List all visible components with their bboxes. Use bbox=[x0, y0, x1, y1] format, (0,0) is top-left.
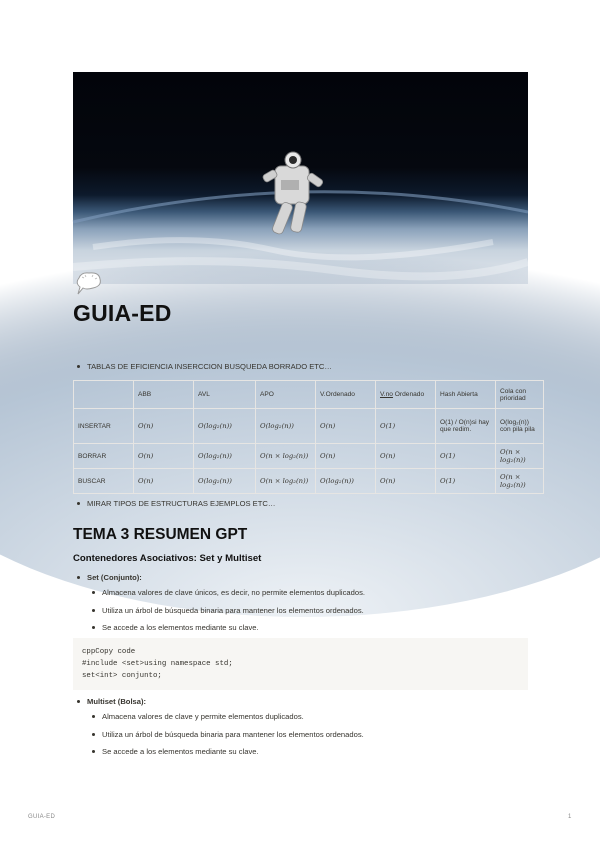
set-items bbox=[102, 584, 365, 637]
table-cell: O(log₂(n)) bbox=[194, 444, 256, 469]
list-item: Almacena valores de clave únicos, es decir, no permite elementos duplicados. bbox=[102, 584, 365, 602]
table-cell: O(n) bbox=[376, 469, 436, 494]
table-cell: O(n × log₂(n)) bbox=[496, 469, 544, 494]
table-header-row bbox=[74, 381, 544, 409]
multiset-title: Multiset (Bolsa): bbox=[87, 697, 147, 706]
subsection-heading: Contenedores Asociativos: Set y Multiset bbox=[73, 553, 262, 564]
astronaut-earth-image bbox=[73, 72, 528, 284]
table-cell: O(log₂(n)) bbox=[256, 409, 316, 444]
table-cell: O(n) bbox=[376, 444, 436, 469]
table-header: V.no Ordenado bbox=[376, 381, 436, 409]
set-title: Set (Conjunto): bbox=[87, 573, 142, 582]
code-line: set<int> conjunto; bbox=[82, 672, 162, 680]
table-row bbox=[74, 469, 544, 494]
table-cell: O(log₂(n)) bbox=[194, 469, 256, 494]
list-item: Se accede a los elementos mediante su clave. bbox=[102, 743, 364, 761]
table-cell: INSERTAR bbox=[74, 409, 134, 444]
table-header bbox=[74, 381, 134, 409]
table-cell: O(n) bbox=[134, 469, 194, 494]
list-item: Almacena valores de clave y permite elementos duplicados. bbox=[102, 708, 364, 726]
section-heading: TEMA 3 RESUMEN GPT bbox=[73, 526, 248, 543]
cover-image bbox=[73, 72, 528, 284]
bullet-list-after-table bbox=[87, 499, 275, 508]
table-cell: O(1) bbox=[376, 409, 436, 444]
bullet-list-top bbox=[87, 362, 332, 371]
table-cell: O(1) / O(n)si hay que redim. bbox=[436, 409, 496, 444]
table-header: APO bbox=[256, 381, 316, 409]
set-list bbox=[87, 573, 142, 582]
table-row bbox=[74, 444, 544, 469]
table-header: V.Ordenado bbox=[316, 381, 376, 409]
table-cell: O(log₂(n)) con pila pila bbox=[496, 409, 544, 444]
table-cell: O(n × log₂(n)) bbox=[256, 469, 316, 494]
table-header: Hash Abierta bbox=[436, 381, 496, 409]
footer-title: GUIA-ED bbox=[28, 814, 56, 820]
code-line: cppCopy code bbox=[82, 648, 136, 656]
page-title: GUIA-ED bbox=[73, 300, 172, 326]
code-line: #include <set>using namespace std; bbox=[82, 660, 233, 668]
multiset-list bbox=[87, 697, 146, 706]
multiset-items bbox=[102, 708, 364, 761]
list-item: Utiliza un árbol de búsqueda binaria para mantener los elementos ordenados. bbox=[102, 726, 364, 744]
table-header: ABB bbox=[134, 381, 194, 409]
table-cell: O(log₂(n)) bbox=[194, 409, 256, 444]
speech-bubble-icon bbox=[73, 268, 105, 300]
table-cell: O(n) bbox=[134, 409, 194, 444]
list-item: TABLAS DE EFICIENCIA INSERCCION BUSQUEDA BORRADO ETC… bbox=[87, 362, 333, 371]
list-item: MIRAR TIPOS DE ESTRUCTURAS EJEMPLOS ETC… bbox=[87, 499, 276, 508]
table-header: Cola con prioridad bbox=[496, 381, 544, 409]
code-block bbox=[73, 638, 528, 690]
table-cell: O(n) bbox=[316, 444, 376, 469]
table-cell: O(n) bbox=[316, 409, 376, 444]
table-row bbox=[74, 409, 544, 444]
table-cell: O(n × log₂(n)) bbox=[256, 444, 316, 469]
table-cell: O(1) bbox=[436, 444, 496, 469]
list-item: Se accede a los elementos mediante su clave. bbox=[102, 619, 365, 637]
table-cell: O(log₂(n)) bbox=[316, 469, 376, 494]
table-cell: BUSCAR bbox=[74, 469, 134, 494]
table-cell: BORRAR bbox=[74, 444, 134, 469]
efficiency-table bbox=[73, 380, 535, 493]
table-cell: O(1) bbox=[436, 469, 496, 494]
table-header: AVL bbox=[194, 381, 256, 409]
table-cell: O(n) bbox=[134, 444, 194, 469]
page-number: 1 bbox=[568, 814, 572, 820]
table-cell: O(n × log₂(n)) bbox=[496, 444, 544, 469]
list-item: Utiliza un árbol de búsqueda binaria para mantener los elementos ordenados. bbox=[102, 602, 365, 620]
